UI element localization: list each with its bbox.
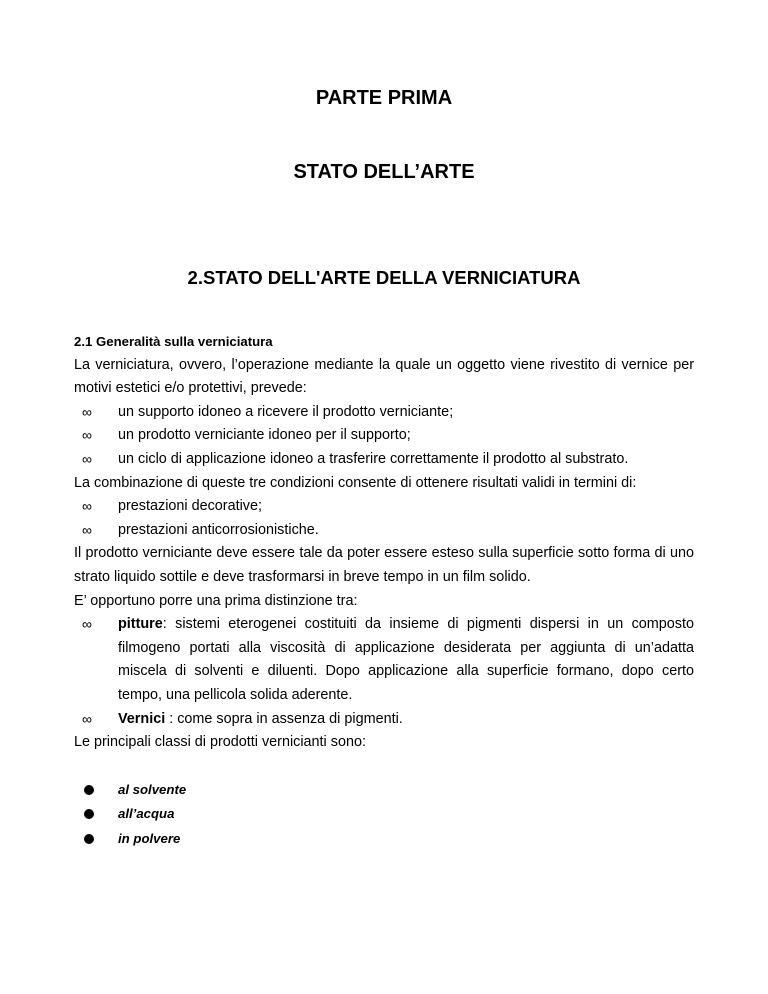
infinity-bullet-icon: ∞	[82, 450, 92, 467]
part-subtitle: STATO DELL’ARTE	[293, 161, 475, 183]
list-item	[74, 448, 694, 472]
list-item-text: prestazioni anticorrosionistiche.	[118, 521, 319, 538]
list-item-text: un supporto idoneo a ricevere il prodotto verniciante;	[118, 403, 454, 420]
list-item	[74, 495, 694, 519]
product-paragraph: Il prodotto verniciante deve essere tale da poter essere esteso sulla superficie sotto forma di uno strato liquido sottile e deve trasformarsi in breve tempo in un film solido.	[74, 545, 694, 585]
list-item	[74, 401, 694, 425]
list-item	[74, 802, 694, 827]
class-label: all’acqua	[118, 806, 175, 822]
term-description: : come sopra in assenza di pigmenti.	[165, 710, 403, 727]
bullet-dot-icon	[84, 809, 94, 819]
class-label: al solvente	[118, 781, 187, 797]
class-label: in polvere	[118, 830, 181, 846]
bullet-dot-icon	[84, 834, 94, 844]
infinity-bullet-icon: ∞	[82, 521, 92, 538]
requirements-list	[74, 401, 694, 472]
list-item-text: un prodotto verniciante idoneo per il supporto;	[118, 427, 411, 444]
list-item	[74, 708, 694, 732]
list-item-text	[118, 708, 694, 732]
chapter-title: 2.STATO DELL'ARTE DELLA VERNICIATURA	[187, 267, 581, 288]
list-item	[74, 424, 694, 448]
types-list	[74, 613, 694, 731]
classes-list	[74, 778, 694, 852]
classes-paragraph: Le principali classi di prodotti vernicianti sono:	[74, 734, 366, 751]
list-item	[74, 519, 694, 543]
part-title: PARTE PRIMA	[315, 87, 453, 109]
intro-paragraph: La verniciatura, ovvero, l’operazione mediante la quale un oggetto viene rivestito di vernice per motivi estetici e/o protettivi, prevede:	[74, 356, 694, 397]
list-item-text	[118, 613, 694, 707]
distinction-paragraph: E’ opportuno porre una prima distinzione tra:	[74, 592, 358, 609]
list-item	[74, 827, 694, 852]
list-item-text: un ciclo di applicazione idoneo a trasferire correttamente il prodotto al substrato.	[118, 450, 629, 467]
list-item-text: prestazioni decorative;	[118, 498, 262, 515]
results-list	[74, 495, 694, 542]
list-item	[74, 613, 694, 707]
term-pitture: pitture	[118, 616, 163, 633]
bullet-dot-icon	[84, 785, 94, 795]
list-item	[74, 778, 694, 803]
term-description: : sistemi eterogenei costituiti da insieme di pigmenti dispersi in un composto filmogeno portati alla viscosità di applicazione desiderata per aggiunta di un’adatta miscela di solventi e diluenti. Dopo applicazione alla superficie formano, dopo certo tempo, una pellicola solida aderente.	[118, 616, 694, 703]
infinity-bullet-icon: ∞	[82, 498, 92, 515]
infinity-bullet-icon: ∞	[82, 427, 92, 444]
term-vernici: Vernici	[118, 710, 166, 727]
section-title: 2.1 Generalità sulla verniciatura	[74, 334, 273, 349]
infinity-bullet-icon: ∞	[82, 616, 92, 633]
section-body	[74, 330, 694, 851]
combination-paragraph: La combinazione di queste tre condizioni consente di ottenere risultati validi in termini di:	[74, 474, 637, 491]
infinity-bullet-icon: ∞	[82, 710, 92, 727]
infinity-bullet-icon: ∞	[82, 403, 92, 420]
